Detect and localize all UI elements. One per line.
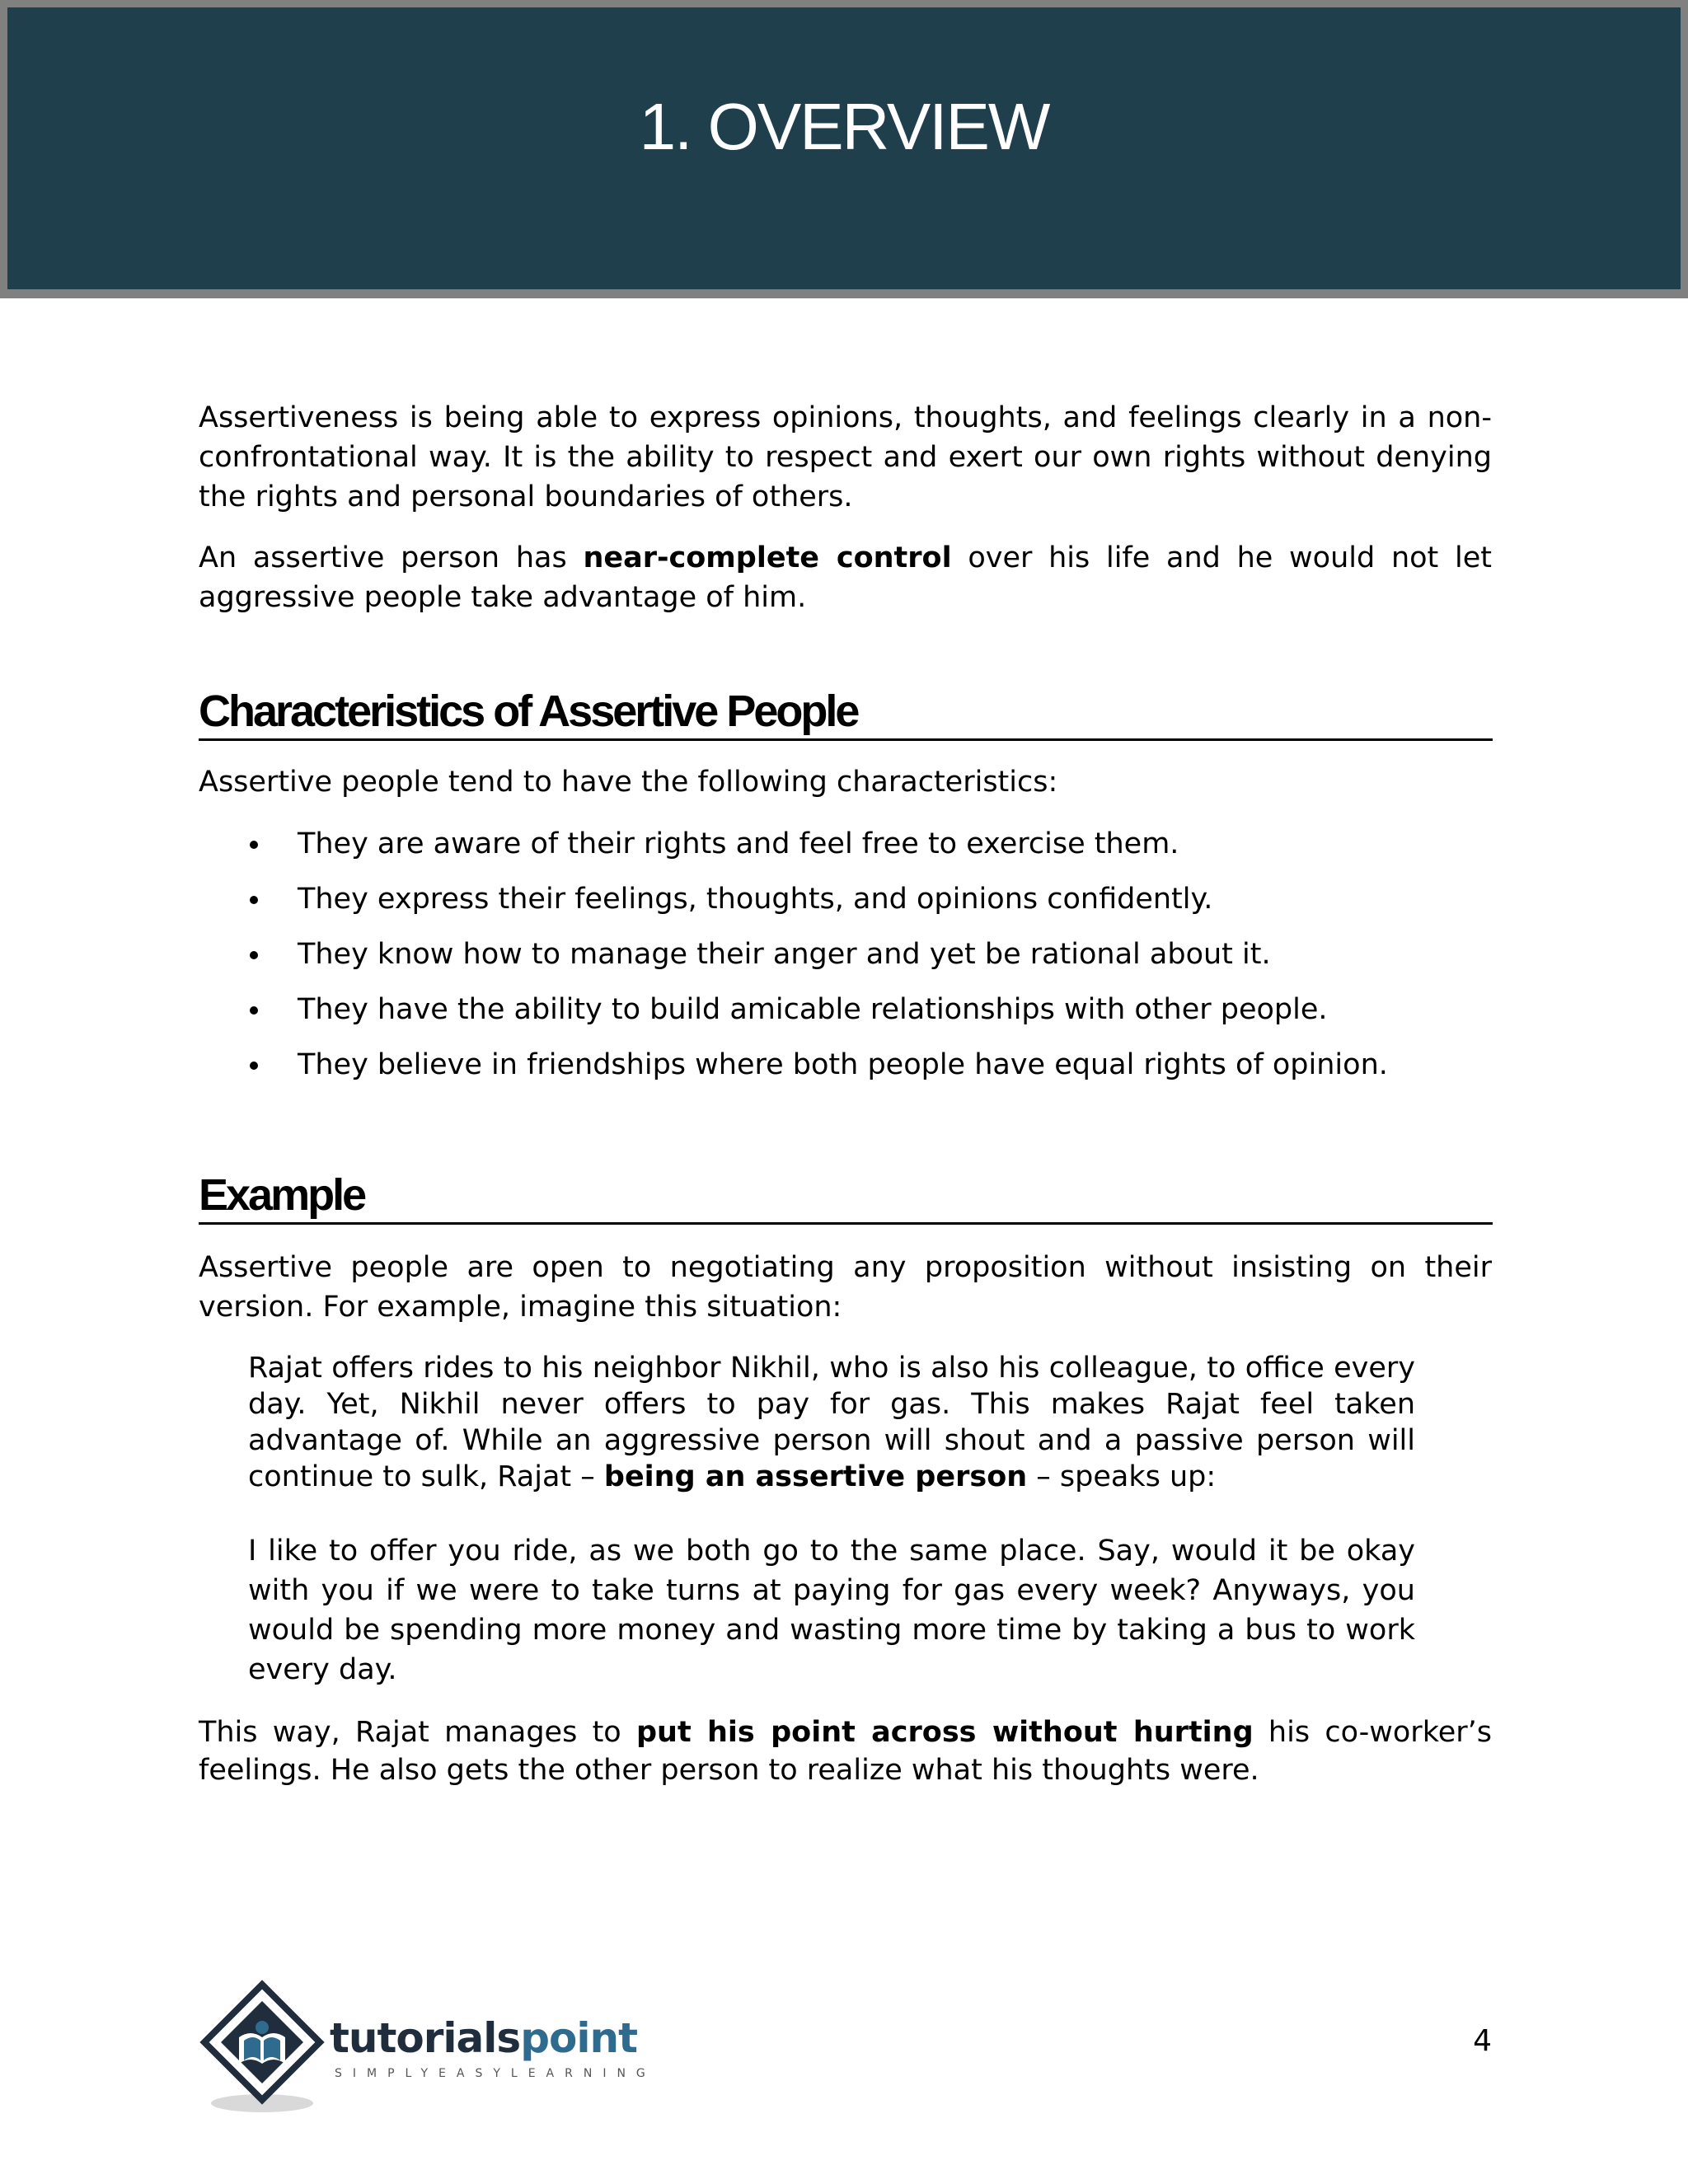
- story-bold-text: being an assertive person: [603, 1460, 1028, 1493]
- logo-figure-head: [256, 2021, 269, 2034]
- bullet-icon: [250, 1006, 258, 1015]
- list-item-text: They are aware of their rights and feel free to exercise them.: [298, 827, 1179, 860]
- chapter-header-panel: [7, 7, 1681, 289]
- speech-paragraph: I like to offer you ride, as we both go to the same place. Say, would it be okay with you if we were to take turns at paying for gas every week? Anyways, you would be spending more money and wasting more time by taking a bus to work every day.: [248, 1535, 1415, 1686]
- conclusion-paragraph: [199, 1713, 1492, 1789]
- bullet-icon: [250, 896, 258, 904]
- logo-tagline: SIMPLYEASYLEARNING: [335, 2067, 656, 2080]
- intro-paragraph-1: Assertiveness is being able to express opinions, thoughts, and feelings clearly in a non-confrontational way. It is the ability to respect and exert our own rights without denying the rights and personal boundaries of others.: [199, 401, 1492, 513]
- tutorialspoint-logo: [196, 1978, 674, 2118]
- example-speech: [248, 1531, 1415, 1690]
- list-item: [199, 824, 1492, 879]
- chapter-title: 1. OVERVIEW: [639, 90, 1049, 163]
- bullet-icon: [250, 951, 258, 959]
- logo-graphic: [196, 1978, 674, 2118]
- example-story: [248, 1350, 1415, 1495]
- intro-text-after: over his life and he would not let aggressive people take advantage of him.: [199, 541, 1492, 614]
- conclusion-bold-text: put his point across without hurting: [635, 1716, 1254, 1749]
- intro-bold-text: near-complete control: [583, 541, 952, 574]
- list-item: [199, 1045, 1492, 1100]
- example-lead: Assertive people are open to negotiating any proposition without insisting on their version. For example, imagine this situation:: [199, 1251, 1492, 1324]
- intro-text: An assertive person has: [199, 541, 584, 574]
- logo-book-page-left: [244, 2037, 260, 2060]
- example-section: [199, 1170, 1492, 1225]
- story-text: Rajat offers rides to his neighbor Nikhil, who is also his colleague, to office every day. Yet, Nikhil never offers to pay for gas. This makes Rajat feel taken advantage of. While an aggressive person will shout and a passive person will continue to sulk, Rajat –: [248, 1352, 1415, 1493]
- intro-section: [199, 398, 1492, 517]
- conclusion-text: This way, Rajat manages to: [199, 1716, 636, 1749]
- list-item: [199, 990, 1492, 1045]
- characteristics-section: [199, 689, 1492, 741]
- story-paragraph: [248, 1350, 1415, 1495]
- story-text-after: – speaks up:: [1027, 1460, 1217, 1493]
- page-number: 4: [1473, 2024, 1492, 2058]
- list-item: [199, 879, 1492, 935]
- conclusion-text-after: his co-worker’s feelings. He also gets the other person to realize what his thoughts were.: [199, 1716, 1492, 1787]
- characteristics-list-wrap: [199, 824, 1492, 1100]
- intro-paragraph-2: [199, 538, 1492, 617]
- list-item-text: They have the ability to build amicable relationships with other people.: [298, 993, 1328, 1026]
- chapter-header: [0, 0, 1688, 298]
- bullet-icon: [250, 841, 258, 849]
- logo-book-page-right: [264, 2037, 280, 2060]
- characteristics-heading: Characteristics of Assertive People: [199, 689, 1493, 741]
- list-item-text: They believe in friendships where both people have equal rights of opinion.: [298, 1048, 1388, 1081]
- example-conclusion: [199, 1713, 1492, 1789]
- bullet-icon: [250, 1062, 258, 1070]
- logo-word-2: point: [520, 2014, 637, 2062]
- characteristics-lead: Assertive people tend to have the following characteristics:: [199, 766, 1058, 799]
- example-body: [199, 1248, 1492, 1327]
- example-heading: Example: [199, 1173, 1493, 1225]
- list-item-text: They know how to manage their anger and yet be rational about it.: [298, 938, 1271, 971]
- list-item-text: They express their feelings, thoughts, and opinions confidently.: [298, 883, 1213, 916]
- characteristics-body: [199, 762, 1492, 802]
- characteristics-list: [199, 824, 1492, 1100]
- logo-wordmark: [330, 2014, 637, 2062]
- logo-word-1: tutorials: [330, 2014, 521, 2062]
- list-item: [199, 935, 1492, 990]
- intro-section-2: [199, 538, 1492, 617]
